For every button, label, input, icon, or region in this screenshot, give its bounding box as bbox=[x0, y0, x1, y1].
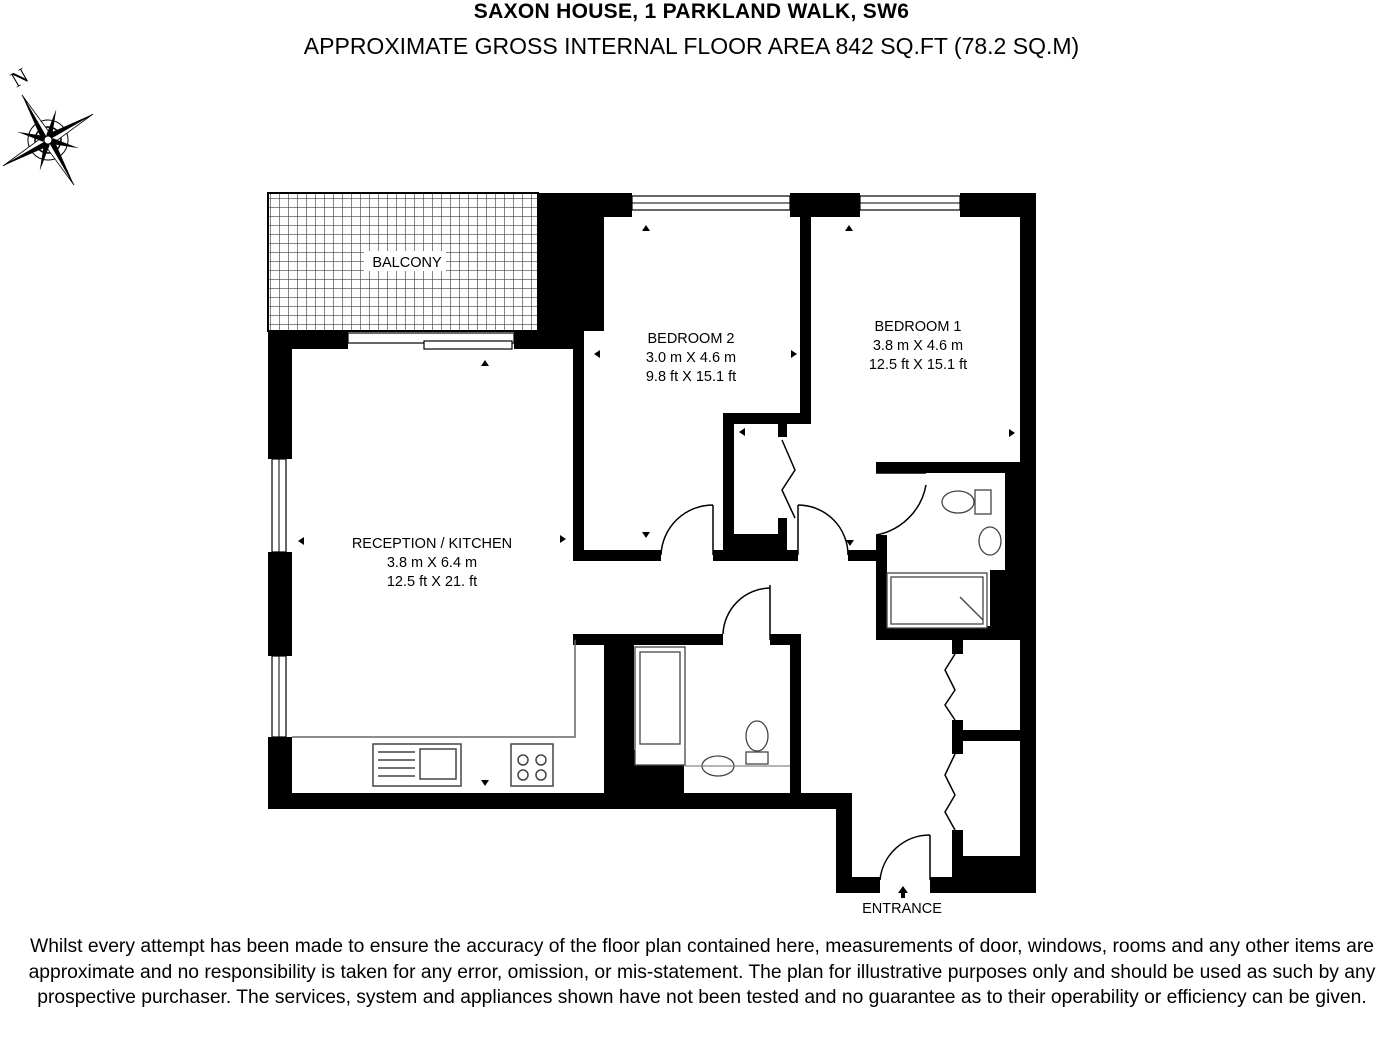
doors bbox=[661, 440, 955, 880]
bedroom1-imperial: 12.5 ft X 15.1 ft bbox=[868, 357, 968, 373]
plan-title: SAXON HOUSE, 1 PARKLAND WALK, SW6 bbox=[473, 0, 910, 23]
bedroom2-metric: 3.0 m X 4.6 m bbox=[645, 350, 737, 366]
bedroom2-name: BEDROOM 2 bbox=[647, 331, 735, 347]
balcony-label: BALCONY bbox=[372, 255, 442, 271]
bedroom1-name: BEDROOM 1 bbox=[874, 319, 962, 335]
disclaimer-text: Whilst every attempt has been made to ensure the accuracy of the floor plan contained here, measurements of door, windows, rooms and any other items are approximate and no responsibility is taken for any error, omission, or mis-statement. The plan for illustrative purposes only and should be used as such by any prospective purchaser. The services, system and appliances shown have not been tested and no guarantee as to their operability or efficiency can be given. bbox=[28, 936, 1376, 1008]
reception-metric: 3.8 m X 6.4 m bbox=[386, 555, 478, 571]
reception-name: RECEPTION / KITCHEN bbox=[351, 536, 513, 552]
kitchen-counter bbox=[292, 640, 575, 786]
floor-area-subtitle: APPROXIMATE GROSS INTERNAL FLOOR AREA 842 SQ.FT (78.2 SQ.M) bbox=[303, 33, 1080, 59]
compass-north-label: N bbox=[6, 62, 33, 93]
reception-imperial: 12.5 ft X 21. ft bbox=[386, 574, 478, 590]
bedroom1-metric: 3.8 m X 4.6 m bbox=[872, 338, 964, 354]
entrance-label: ENTRANCE bbox=[862, 901, 942, 917]
bedroom2-imperial: 9.8 ft X 15.1 ft bbox=[645, 369, 737, 385]
